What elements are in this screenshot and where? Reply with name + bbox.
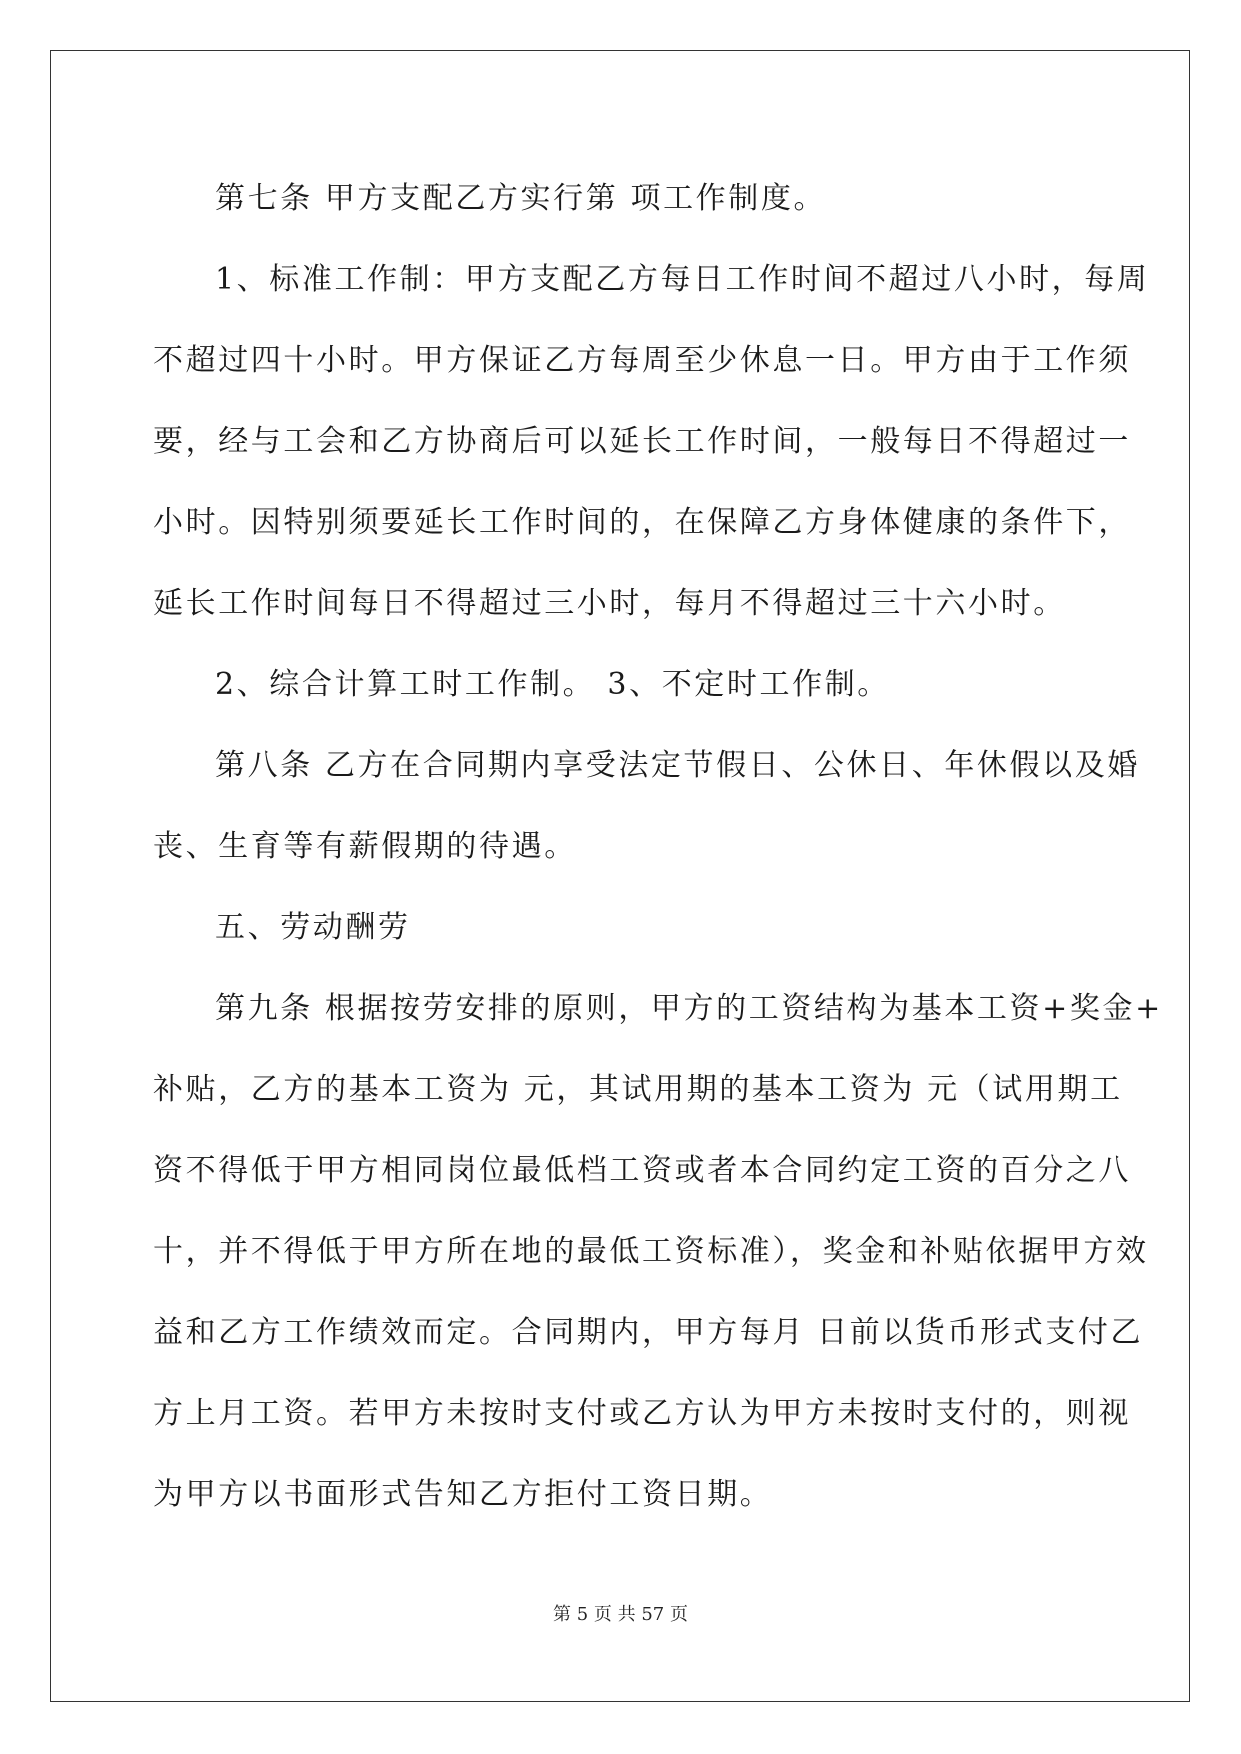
text-line: 第七条 甲方支配乙方实行第 项工作制度。 xyxy=(215,181,827,216)
text-line: 小时。因特别须要延长工作时间的，在保障乙方身体健康的条件下， xyxy=(153,505,1131,540)
text-line: 补贴，乙方的基本工资为 元，其试用期的基本工资为 元（试用期工 xyxy=(153,1072,1123,1107)
text-line: 十，并不得低于甲方所在地的最低工资标准），奖金和补贴依据甲方效 xyxy=(153,1234,1149,1269)
text-line: 方上月工资。若甲方未按时支付或乙方认为甲方未按时支付的，则视 xyxy=(153,1396,1131,1431)
paragraph-other-work-systems xyxy=(153,644,1089,725)
text-line: 1、标准工作制：甲方支配乙方每日工作时间不超过八小时，每周 xyxy=(215,262,1150,297)
paragraph-article-7 xyxy=(153,158,1089,239)
document-body xyxy=(153,158,1163,1535)
text-line: 2、综合计算工时工作制。 3、不定时工作制。 xyxy=(215,667,890,702)
text-line: 为甲方以书面形式告知乙方拒付工资日期。 xyxy=(153,1477,773,1512)
text-line: 不超过四十小时。甲方保证乙方每周至少休息一日。甲方由于工作须 xyxy=(153,343,1131,378)
text-line: 第九条 根据按劳安排的原则，甲方的工资结构为基本工资+奖金+ xyxy=(215,991,1163,1026)
section-heading-labor-remuneration xyxy=(153,887,1089,968)
text-line: 第八条 乙方在合同期内享受法定节假日、公休日、年休假以及婚 xyxy=(215,748,1140,783)
paragraph-standard-work-system xyxy=(153,239,1150,644)
text-line: 资不得低于甲方相同岗位最低档工资或者本合同约定工资的百分之八 xyxy=(153,1153,1131,1188)
page-number-footer: 第 5 页 共 57 页 xyxy=(553,1604,688,1625)
text-line: 丧、生育等有薪假期的待遇。 xyxy=(153,829,577,864)
text-line: 五、劳动酬劳 xyxy=(215,910,411,945)
text-line: 益和乙方工作绩效而定。合同期内，甲方每月 日前以货币形式支付乙 xyxy=(153,1315,1144,1350)
paragraph-article-9 xyxy=(153,968,1163,1535)
paragraph-article-8 xyxy=(153,725,1140,887)
text-line: 延长工作时间每日不得超过三小时，每月不得超过三十六小时。 xyxy=(153,586,1066,621)
text-line: 要，经与工会和乙方协商后可以延长工作时间，一般每日不得超过一 xyxy=(153,424,1131,459)
